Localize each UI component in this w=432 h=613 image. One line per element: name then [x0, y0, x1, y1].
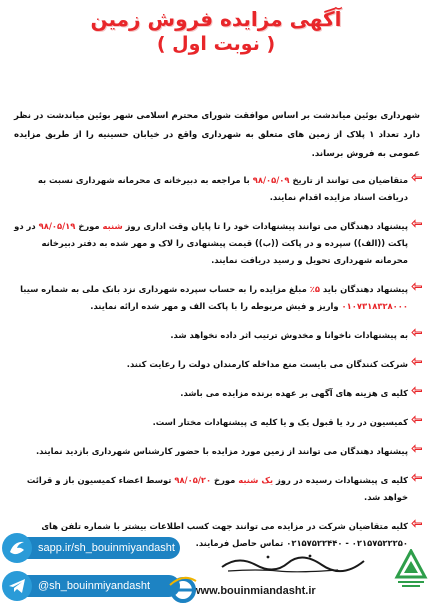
condition-text: با مراجعه به دبیرخانه ی محرمانه شهرداری نسبت به دریافت اسناد مزایده اقدام نمایند. — [37, 175, 408, 202]
condition-text: کلیه ی هزینه های آگهی بر عهده برنده مزایده می باشد. — [180, 388, 408, 398]
condition-text: پیشنهاد دهندگان می توانند از زمین مورد مزایده با حضور کارشناس شهرداری بازدید نمایند. — [36, 446, 408, 456]
soroush-icon — [2, 533, 32, 563]
footer — [0, 527, 432, 613]
condition-item — [12, 281, 422, 315]
condition-item — [12, 385, 422, 402]
pointing-hand-icon — [411, 473, 422, 482]
highlight-text: ۹۸/۰۵/۱۹ — [38, 221, 76, 231]
condition-text: کلیه ی پیشنهادات رسیده در روز — [273, 475, 408, 485]
condition-item — [12, 472, 422, 506]
condition-item — [12, 414, 422, 431]
pointing-hand-icon — [411, 173, 422, 182]
condition-text: به پیشنهادات ناخوانا و مخدوش ترتیب اثر داده نخواهد شد. — [170, 330, 408, 340]
condition-item — [12, 443, 422, 460]
condition-item — [12, 218, 422, 269]
telegram-link[interactable] — [20, 575, 180, 597]
pointing-hand-icon — [411, 282, 422, 291]
highlight-text: شنبه — [102, 221, 123, 231]
condition-text: کمیسیون در رد یا قبول یک و یا کلیه ی پیشنهادات مختار است. — [152, 417, 408, 427]
pointing-hand-icon — [411, 357, 422, 366]
highlight-text: ۹۸/۰۵/۲۰ — [174, 475, 212, 485]
condition-item — [12, 172, 422, 206]
condition-text: متقاضیان می توانند از تاریخ — [289, 175, 408, 185]
municipality-logo — [394, 549, 428, 589]
notice-title: آگهی مزایده فروش زمین — [90, 7, 342, 31]
condition-text: شرکت کنندگان می بایست منع مداخله کارمندان دولت را رعایت کنند. — [126, 359, 408, 369]
soroush-label: sapp.ir/sh_bouinmiyandasht — [38, 542, 175, 554]
notice-subtitle: ( نوبت اول ) — [156, 33, 276, 55]
highlight-text: یک شنبه — [238, 475, 274, 485]
highlight-text: ۰۱۰۷۳۱۸۳۲۸۰۰۰ — [341, 301, 408, 311]
public-relations-signature — [218, 549, 368, 575]
condition-text: پیشنهاد دهندگان می توانند پیشنهادات خود را تا پایان وقت اداری روز — [122, 221, 408, 231]
website-link[interactable] — [192, 577, 392, 605]
highlight-text: ۹۸/۰۵/۰۹ — [252, 175, 290, 185]
condition-text: مورخ — [75, 221, 103, 231]
pointing-hand-icon — [411, 386, 422, 395]
condition-text: مبلغ مزایده را به حساب سپرده شهرداری نزد بانک ملی به شماره سیبا — [20, 284, 310, 294]
soroush-link[interactable] — [20, 537, 180, 559]
social-links — [0, 527, 180, 613]
condition-text: پیشنهاد دهندگان باید — [319, 284, 408, 294]
internet-icon — [168, 571, 198, 607]
conditions-list — [12, 172, 422, 564]
pointing-hand-icon — [411, 415, 422, 424]
condition-text: مورخ — [211, 475, 239, 485]
pointing-hand-icon — [411, 219, 422, 228]
condition-item — [12, 356, 422, 373]
condition-text: در دو پاکت ((الف)) سپرده و در پاکت ((ب)) قیمت پیشنهادی را لاک و مهر شده به دفتر دبیرخانه محرمانه شهرداری تحویل و رسید دریافت نمایند. — [14, 221, 408, 265]
intro-paragraph: شهرداری بوئین میاندشت بر اساس موافقت شورای محترم اسلامی شهر بوئین میاندشت در نظر دارد تعداد ۱ پلاک از زمین های متعلق به شهرداری واقع در خیابان حسینیه را از طریق مزایده عمومی به فروش برساند. — [14, 110, 420, 159]
highlight-text: ۵٪ — [309, 284, 320, 294]
telegram-label: @sh_bouinmiyandasht — [38, 580, 151, 592]
notice-header — [60, 6, 372, 56]
website-label: www.bouinmiandasht.ir — [192, 585, 316, 597]
pointing-hand-icon — [411, 444, 422, 453]
condition-text: واریز و فیش مربوطه را با پاکت الف و مهر شده ارائه نمایند. — [90, 301, 342, 311]
condition-text: توسط اعضاء کمیسیون باز و قرائت خواهد شد. — [26, 475, 408, 502]
telegram-icon — [2, 571, 32, 601]
condition-text: کلیه متقاضیان شرکت در مزایده می توانند جهت کسب اطلاعات بیشتر با شماره تلفن های ۰۲۱۵۷۵۲۲۲۵۰ - ۰۲۱۵۷۵۲۲۴۴۰ تماس حاصل فرمایند. — [41, 521, 408, 548]
pointing-hand-icon — [411, 328, 422, 337]
condition-item — [12, 327, 422, 344]
